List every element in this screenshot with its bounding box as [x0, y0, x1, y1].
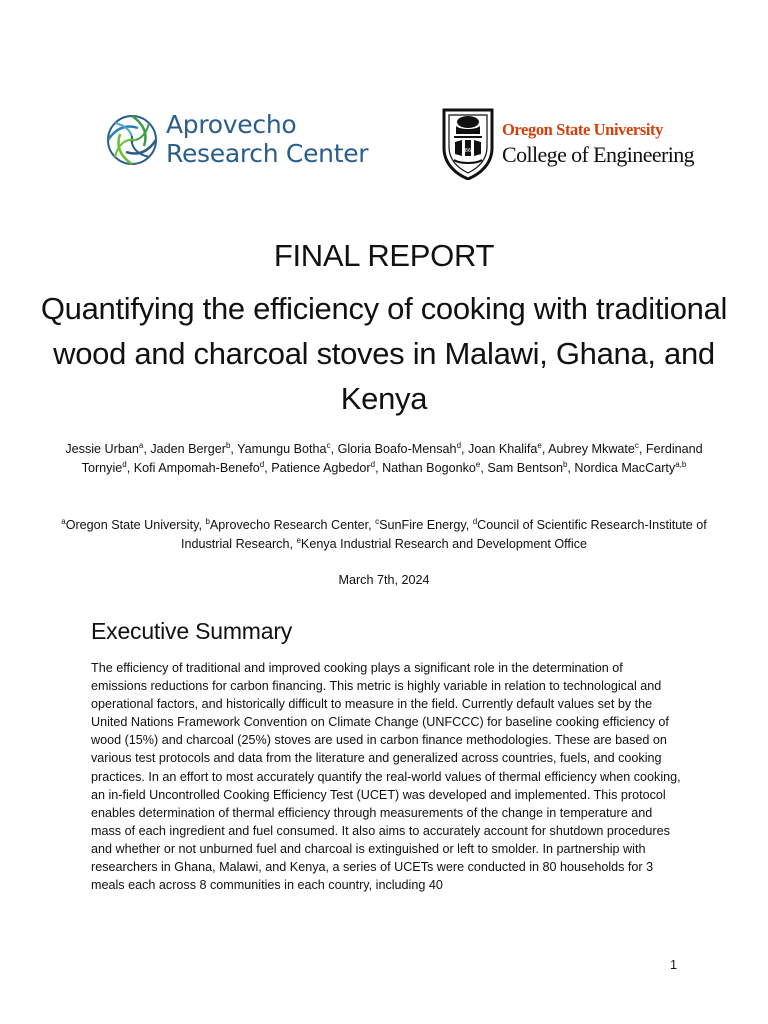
author-affiliation-mark: c: [326, 440, 331, 450]
aprovecho-logo: [104, 110, 374, 172]
affiliation-name: Kenya Industrial Research and Development Office: [300, 537, 588, 551]
report-title: Quantifying the efficiency of cooking with traditional wood and charcoal stoves in Malawi, Ghana, and Kenya: [40, 291, 728, 416]
author-name: Joan Khalifa: [468, 442, 538, 456]
author-name: Patience Agbedor: [271, 460, 371, 475]
aprovecho-name: Aprovecho: [166, 110, 297, 139]
osu-seal-icon: [440, 104, 496, 180]
author-affiliation-mark: c: [634, 440, 639, 450]
author-list: Jessie Urban$^a$, Jaden Berger$^b$, Yamungu Botha$^c$, Gloria Boafo-Mensah$^d$, Joan Khalifa$^e$, Aubrey Mkwate$^c$, Ferdinand Tornyie$^d$, Kofi Ampomah-Benefo$^d$, Patience Agbedor$^d$, Nathan Bogonko$^e$, Sam Bentson$^b$, Nordica MacCarty$^{a,b}$: [65, 440, 703, 475]
aprovecho-swirl-icon: [104, 112, 160, 168]
author: [468, 442, 542, 456]
section-heading-executive-summary: Executive Summary: [91, 618, 293, 644]
author-name: Nordica MacCarty: [574, 460, 676, 475]
affiliation-name: Oregon State University: [65, 518, 199, 532]
author: [338, 442, 461, 456]
author-affiliation-mark: d: [370, 459, 376, 469]
affiliation: [375, 518, 466, 532]
author-name: Gloria Boafo-Mensah: [337, 442, 457, 456]
affiliation: [296, 537, 587, 551]
affiliation: [61, 518, 198, 532]
author-name: Aubrey Mkwate: [548, 442, 635, 456]
osu-name: Oregon State University: [502, 120, 663, 139]
affiliation: [205, 518, 368, 532]
author-affiliation-mark: a,b: [675, 459, 687, 469]
affiliation-mark: d: [472, 516, 478, 526]
osu-seal-year: 1868: [461, 148, 475, 154]
author-name: Ferdinand Tornyie: [81, 442, 703, 475]
author: [134, 461, 264, 475]
affiliation-mark: e: [296, 535, 301, 545]
author-name: Kofi Ampomah-Benefo: [133, 460, 260, 475]
aprovecho-subname: Research Center: [166, 139, 369, 168]
author: [65, 442, 143, 456]
author-affiliation-mark: e: [537, 440, 542, 450]
author-affiliation-mark: a: [138, 440, 144, 450]
author-name: Sam Bentson: [487, 460, 563, 475]
osu-logo: [440, 104, 710, 180]
affiliation-name: Council of Scientific Research-Institute of Industrial Research: [180, 518, 707, 551]
page-number: 1: [670, 958, 678, 972]
author-affiliation-mark: d: [122, 459, 127, 469]
affiliation-list: $^a$Oregon State University, $^b$Aprovecho Research Center, $^c$SunFire Energy, $^d$Council of Scientific Research-Institute of Industrial Research, $^e$Kenya Industrial Research and Development Office: [61, 516, 707, 551]
affiliation-mark: b: [205, 516, 210, 526]
author: [150, 442, 230, 456]
report-label: FINAL REPORT: [273, 238, 495, 273]
author: [271, 461, 375, 475]
osu-college: College of Engineering: [502, 142, 695, 167]
author-name: Nathan Bogonko: [382, 460, 476, 475]
author: [237, 442, 330, 456]
author-name: Yamungu Botha: [237, 442, 327, 456]
executive-summary-paragraph: The efficiency of traditional and improved cooking plays a significant role in the determination of emissions reductions for carbon financing. This metric is highly variable in relation to technological and operational factors, and historically difficult to measure in the field. Currently default values set by the United Nations Framework Convention on Climate Change (UNFCCC) for baseline cooking efficiency of wood (15%) and charcoal (25%) stoves are used in carbon finance methodologies. These are based on various test protocols and data from the literature and generalized across countries, fuels, and cooking practices. In an effort to most accurately quantify the real-world values of thermal efficiency when cooking, an in-field Uncontrolled Cooking Efficiency Test (UCET) was developed and implemented. This protocol enables determination of thermal efficiency through measurements of the change in temperature and mass of each ingredient and fuel consumed. It also aims to accurately account for shutdown procedures and whether or not unburned fuel and charcoal is extinguished or left to smolder. In partnership with researchers in Ghana, Malawi, and Kenya, a series of UCETs were conducted in 80 households for 3 meals each across 8 communities in each country, including 40: [91, 661, 681, 893]
affiliation-mark: c: [375, 516, 380, 526]
report-date: March 7th, 2024: [338, 573, 430, 587]
author-affiliation-mark: d: [259, 459, 265, 469]
author-affiliation-mark: e: [475, 459, 481, 469]
author-affiliation-mark: b: [225, 440, 231, 450]
affiliation-name: Aprovecho Research Center: [209, 518, 369, 532]
author: [382, 461, 480, 475]
author: [548, 442, 639, 456]
author: [574, 461, 686, 475]
author-name: Jessie Urban: [65, 442, 139, 456]
aprovecho-wordmark: [166, 110, 368, 168]
affiliation-name: SunFire Energy: [379, 518, 466, 532]
affiliation-mark: a: [61, 516, 66, 526]
author: [487, 461, 567, 475]
author-name: Jaden Berger: [150, 442, 226, 456]
author-affiliation-mark: b: [562, 459, 568, 469]
author-affiliation-mark: d: [456, 440, 462, 450]
